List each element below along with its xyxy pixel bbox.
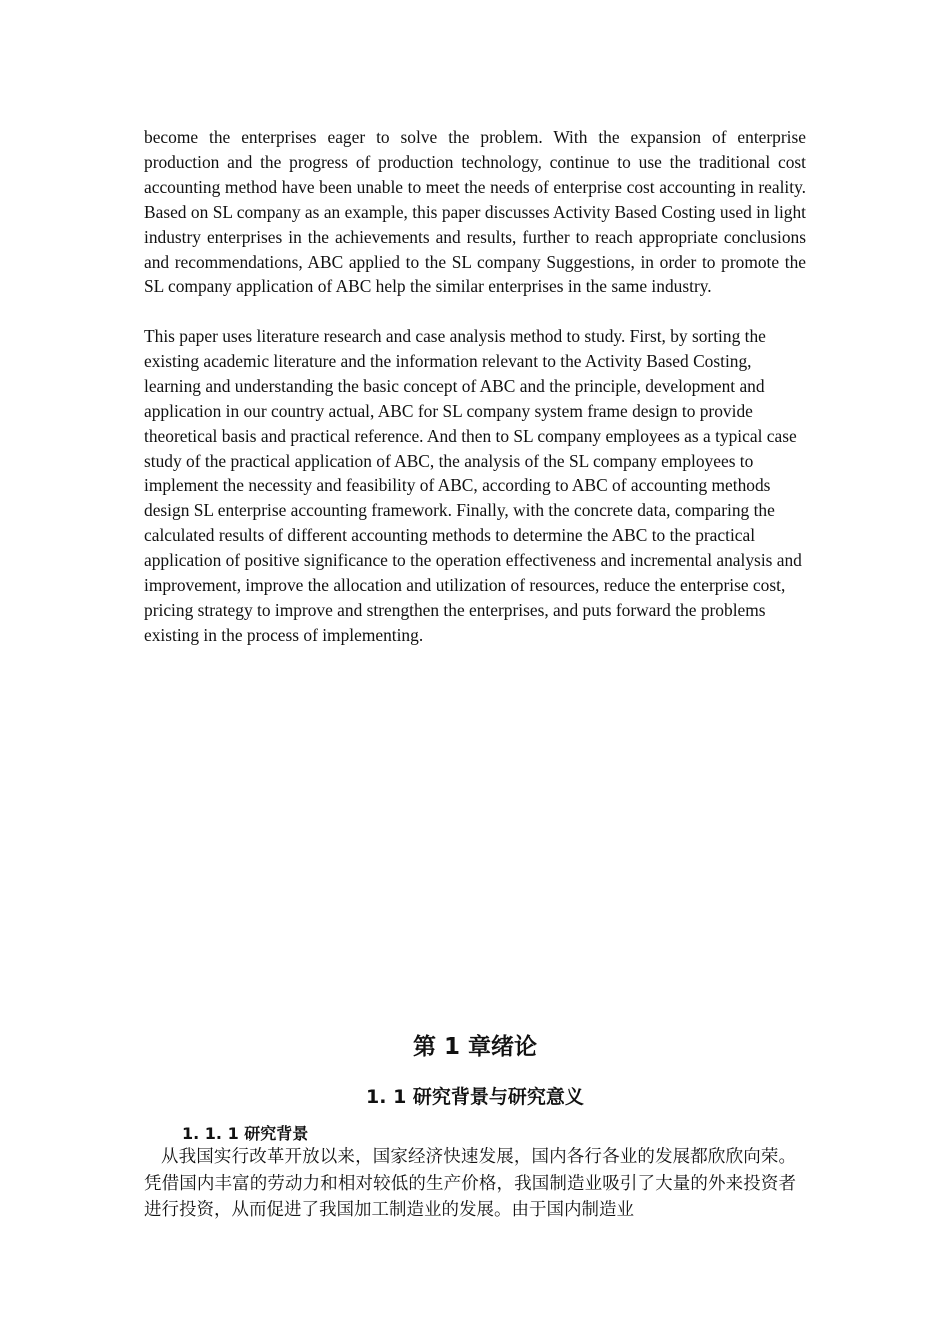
subsection-title: 1. 1. 1 研究背景	[182, 1124, 309, 1143]
abstract-paragraph-1: become the enterprises eager to solve the problem. With the expansion of enterprise production and the progress of production technology, continue to use the traditional cost accounting method have been unable to meet the needs of enterprise cost accounting in reality. Based on SL company as an example, this paper discusses Activity Based Costing used in light industry enterprises in the achievements and results, further to reach appropriate conclusions and recommendations, ABC applied to the SL company Suggestions, in order to promote the SL company application of ABC help the similar enterprises in the same industry.	[144, 127, 806, 297]
abstract-paragraph-2: This paper uses literature research and case analysis method to study. First, by sorting the existing academic literature and the information relevant to the Activity Based Costing, learning and understanding the basic concept of ABC and the principle, development and application in our country actual, ABC for SL company system frame design to provide theoretical basis and practical reference. And then to SL company employees as a typical case study of the practical application of ABC, the analysis of the SL company employees to implement the necessity and feasibility of ABC, according to ABC of accounting methods design SL enterprise accounting framework. Finally, with the concrete data, comparing the calculated results of different accounting methods to determine the ABC to the practical application of positive significance to the operation effectiveness and incremental analysis and improvement, improve the allocation and utilization of resources, reduce the enterprise cost, pricing strategy to improve and strengthen the enterprises, and puts forward the problems existing in the process of implementing.	[144, 326, 802, 645]
section-title: 1. 1 研究背景与研究意义	[366, 1086, 584, 1108]
chapter-body-paragraph: 从我国实行改革开放以来，国家经济快速发展，国内各行各业的发展都欣欣向荣。凭借国内丰富的劳动力和相对较低的生产价格，我国制造业吸引了大量的外来投资者进行投资，从而促进了我国加工制造业的发展。由于国内制造业	[144, 1147, 796, 1220]
chapter-title: 第 1 章绪论	[412, 1034, 538, 1060]
